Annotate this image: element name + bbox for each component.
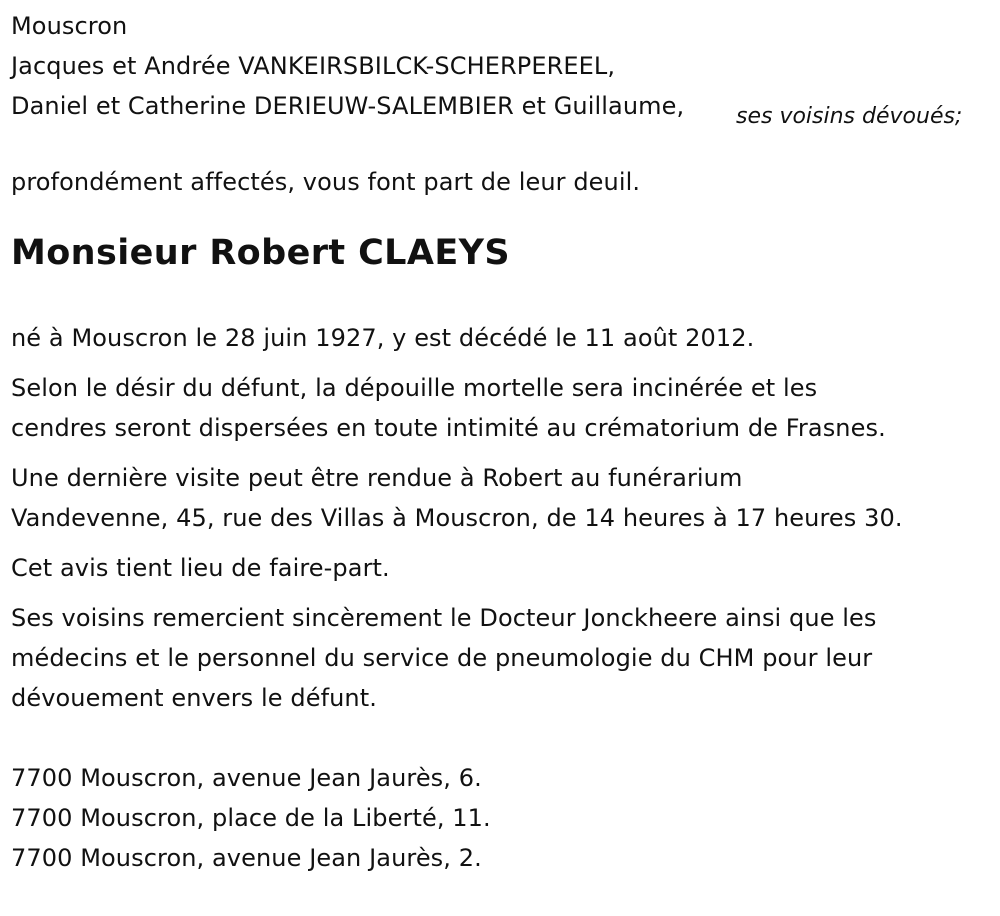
paragraph-line: Une dernière visite peut être rendue à Robert au funérarium (11, 464, 743, 492)
paragraph-line: cendres seront dispersées en toute intimité au crématorium de Frasnes. (11, 414, 886, 442)
paragraph (11, 548, 991, 588)
paragraph (11, 368, 991, 448)
address-line: 7700 Mouscron, avenue Jean Jaurès, 6. (11, 764, 482, 792)
deceased-name: Monsieur Robert CLAEYS (11, 233, 511, 273)
signer-line: Jacques et Andrée VANKEIRSBILCK-SCHERPEREEL, (11, 52, 616, 80)
address-list (11, 758, 991, 878)
paragraph-line: médecins et le personnel du service de pneumologie du CHM pour leur (11, 644, 873, 672)
paragraph (11, 598, 991, 718)
address-line: 7700 Mouscron, avenue Jean Jaurès, 2. (11, 844, 482, 872)
signers-role-note: ses voisins dévoués; (736, 104, 963, 129)
paragraph-line: dévouement envers le défunt. (11, 684, 377, 712)
announcement-text: profondément affectés, vous font part de leur deuil. (11, 168, 641, 196)
paragraph-line: Ses voisins remercient sincèrement le Docteur Jonckheere ainsi que les (11, 604, 877, 632)
paragraph-line: Selon le désir du défunt, la dépouille mortelle sera incinérée et les (11, 374, 818, 402)
birth-death-text: né à Mouscron le 28 juin 1927, y est décédé le 11 août 2012. (11, 324, 755, 352)
paragraph (11, 458, 991, 538)
address-line: 7700 Mouscron, place de la Liberté, 11. (11, 804, 491, 832)
signer-line: Daniel et Catherine DERIEUW-SALEMBIER et Guillaume, (11, 92, 685, 120)
city-header: Mouscron (11, 12, 128, 40)
paragraph-line: Cet avis tient lieu de faire-part. (11, 554, 390, 582)
paragraph-line: Vandevenne, 45, rue des Villas à Mouscron, de 14 heures à 17 heures 30. (11, 504, 903, 532)
